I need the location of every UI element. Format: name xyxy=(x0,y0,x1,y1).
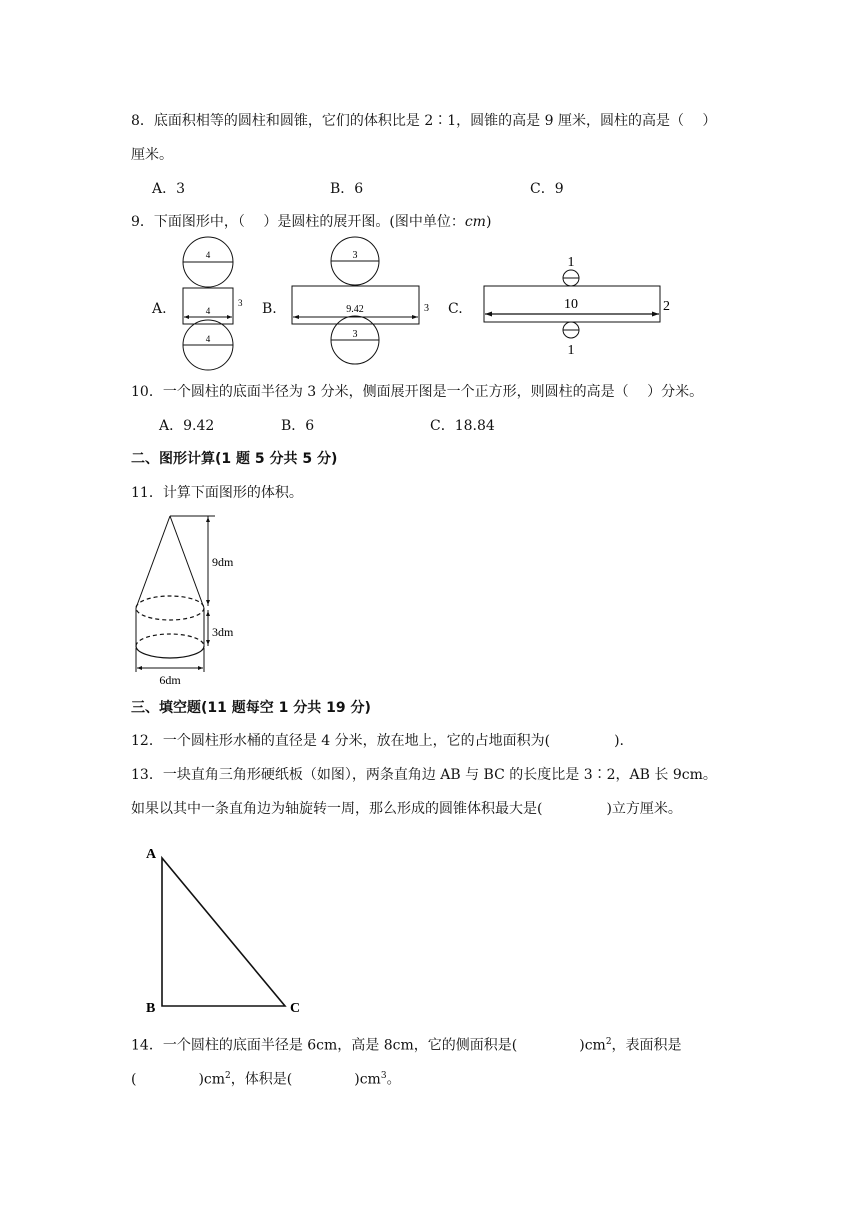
q13-line2 xyxy=(131,802,682,816)
q10-stem: 10．一个圆柱的底面半径为 3 分米，侧面展开图是一个正方形，则圆柱的高是（ ）分米。 xyxy=(131,384,704,400)
q12-text-a: 12．一个圆柱形水桶的直径是 4 分米，放在地上，它的占地面积为( xyxy=(131,733,551,749)
q14-text-f: ，体积是( xyxy=(230,1071,293,1088)
fig-a-top-label: 4 xyxy=(205,250,211,260)
q9-label-c: C. xyxy=(448,301,463,317)
q11-stem: 11．计算下面图形的体积。 xyxy=(131,485,303,501)
fig-c-mid-label: 10 xyxy=(564,297,578,312)
fig-c-bottom-label: 1 xyxy=(567,343,575,358)
q8-option-a: A．3 xyxy=(152,181,186,197)
fig-b-side-label: 3 xyxy=(424,303,429,314)
q10-option-b: B．6 xyxy=(281,418,315,434)
q9-figure-c xyxy=(478,250,678,360)
q14-text-d: ( xyxy=(131,1071,137,1088)
q13-line1: 13．一块直角三角形硬纸板（如图），两条直角边 AB 与 BC 的长度比是 3∶2，AB 长 9cm。 xyxy=(131,767,717,783)
q14-text-g: )cm xyxy=(354,1071,381,1088)
section-2-heading: 二、图形计算(1 题 5 分共 5 分) xyxy=(131,451,338,467)
q9-figure-a xyxy=(175,236,250,376)
q11-figure xyxy=(128,508,258,688)
q10-option-a: A．9.42 xyxy=(159,418,215,434)
q9-label-b: B. xyxy=(262,301,277,317)
fig-c-side-label: 2 xyxy=(663,299,670,314)
fig-a-bottom-label: 4 xyxy=(205,334,211,344)
q8-option-c: C．9 xyxy=(530,181,564,197)
q11-cone-height-label: 9dm xyxy=(212,555,234,569)
q9-figure-b xyxy=(288,236,438,376)
q8-line2: 厘米。 xyxy=(131,147,173,163)
q9-stem-text: 9．下面图形中，（ ）是圆柱的展开图。(图中单位： xyxy=(131,214,465,230)
q11-diameter-label: 6dm xyxy=(159,673,181,687)
q14-text-a: 14．一个圆柱的底面半径是 6cm，高是 8cm，它的侧面积是( xyxy=(131,1037,518,1054)
q14-text-c: ，表面积是 xyxy=(611,1037,682,1054)
q8-option-b: B．6 xyxy=(330,181,364,197)
fig-a-mid-label: 4 xyxy=(205,306,211,316)
fig-a-side-label: 3 xyxy=(238,298,243,308)
q14-end: 。 xyxy=(386,1071,401,1088)
vertex-c-label: C xyxy=(290,1001,301,1016)
q12-text-b: ). xyxy=(614,733,625,749)
q14-text-b: )cm xyxy=(579,1037,606,1054)
q14-line2 xyxy=(131,1072,401,1087)
q9-stem-end: ) xyxy=(485,214,492,230)
q9-stem xyxy=(131,215,491,229)
q14-line1 xyxy=(131,1038,682,1053)
fig-b-bottom-label: 3 xyxy=(352,329,358,340)
q14-sup-2a: 2 xyxy=(605,1037,612,1047)
q14-text-e: )cm xyxy=(198,1071,226,1088)
fig-b-mid-label: 9.42 xyxy=(346,304,364,315)
q12-stem xyxy=(131,734,624,748)
q14-sup-2b: 2 xyxy=(225,1071,231,1081)
q13-text-b: )立方厘米。 xyxy=(606,801,682,817)
vertex-a-label: A xyxy=(146,847,157,862)
q10-option-c: C．18.84 xyxy=(430,418,495,434)
q9-label-a: A. xyxy=(152,301,167,317)
vertex-b-label: B xyxy=(146,1001,156,1016)
fig-b-top-label: 3 xyxy=(352,250,358,261)
q8-line1: 8．底面积相等的圆柱和圆锥，它们的体积比是 2∶1，圆锥的高是 9 厘米，圆柱的高是（ ） xyxy=(131,113,717,129)
q14-sup-3: 3 xyxy=(380,1071,387,1081)
fig-c-top-label: 1 xyxy=(567,255,575,270)
q11-cylinder-height-label: 3dm xyxy=(212,625,234,639)
section-3-heading: 三、填空题(11 题每空 1 分共 19 分) xyxy=(131,700,371,716)
q13-triangle-figure xyxy=(140,838,310,1018)
q13-text-a: 如果以其中一条直角边为轴旋转一周，那么形成的圆锥体积最大是( xyxy=(131,801,543,817)
q9-unit: cm xyxy=(464,214,486,230)
